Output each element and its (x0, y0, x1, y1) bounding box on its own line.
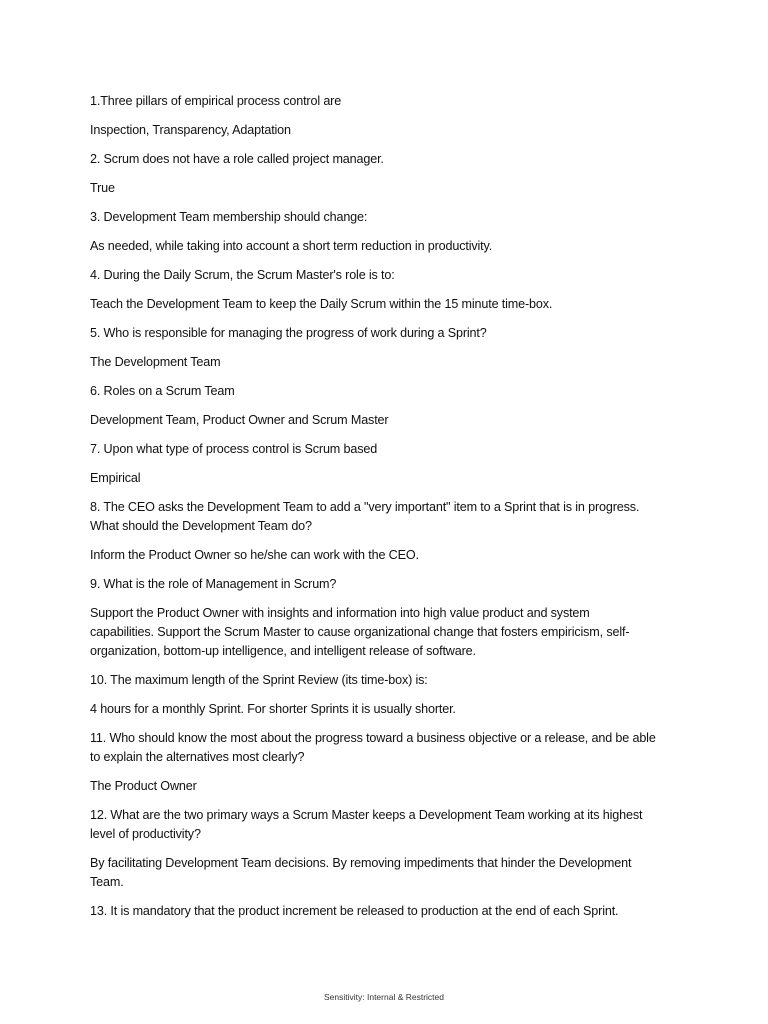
question-5: 5. Who is responsible for managing the progress of work during a Sprint? (90, 326, 487, 340)
question-3: 3. Development Team membership should change: (90, 210, 368, 224)
question-2: 2. Scrum does not have a role called project manager. (90, 152, 384, 166)
document-page (90, 92, 690, 921)
answer-6: Development Team, Product Owner and Scrum Master (90, 413, 389, 427)
answer-12-line-1: By facilitating Development Team decisions. By removing impediments that hinder the Development (90, 856, 632, 870)
answer-4: Teach the Development Team to keep the Daily Scrum within the 15 minute time-box. (90, 297, 553, 311)
question-8-line-1: 8. The CEO asks the Development Team to add a "very important" item to a Sprint that is in progress. (90, 500, 640, 514)
question-11-line-1: 11. Who should know the most about the progress toward a business objective or a release, and be able (90, 731, 656, 745)
question-11-line-2: to explain the alternatives most clearly? (90, 750, 305, 764)
answer-11: The Product Owner (90, 779, 197, 793)
answer-9-line-1: Support the Product Owner with insights and information into high value product and system (90, 606, 590, 620)
question-12-line-2: level of productivity? (90, 827, 201, 841)
question-6: 6. Roles on a Scrum Team (90, 384, 235, 398)
sensitivity-footer: Sensitivity: Internal & Restricted (324, 992, 444, 1002)
answer-2: True (90, 181, 115, 195)
answer-10: 4 hours for a monthly Sprint. For shorter Sprints it is usually shorter. (90, 702, 456, 716)
answer-8: Inform the Product Owner so he/she can work with the CEO. (90, 548, 419, 562)
question-10: 10. The maximum length of the Sprint Review (its time-box) is: (90, 673, 428, 687)
question-8-line-2: What should the Development Team do? (90, 519, 312, 533)
question-13: 13. It is mandatory that the product increment be released to production at the end of each Sprint. (90, 904, 619, 918)
question-1: 1.Three pillars of empirical process control are (90, 94, 342, 108)
answer-5: The Development Team (90, 355, 221, 369)
answer-7: Empirical (90, 471, 141, 485)
answer-9-line-3: organization, bottom-up intelligence, and intelligent release of software. (90, 644, 476, 658)
answer-3: As needed, while taking into account a short term reduction in productivity. (90, 239, 493, 253)
answer-1: Inspection, Transparency, Adaptation (90, 123, 291, 137)
question-12-line-1: 12. What are the two primary ways a Scrum Master keeps a Development Team working at its highest (90, 808, 643, 822)
question-4: 4. During the Daily Scrum, the Scrum Master's role is to: (90, 268, 395, 282)
answer-9-line-2: capabilities. Support the Scrum Master to cause organizational change that fosters empiricism, self- (90, 625, 630, 639)
question-7: 7. Upon what type of process control is Scrum based (90, 442, 378, 456)
answer-12-line-2: Team. (90, 875, 124, 889)
question-9: 9. What is the role of Management in Scrum? (90, 577, 337, 591)
